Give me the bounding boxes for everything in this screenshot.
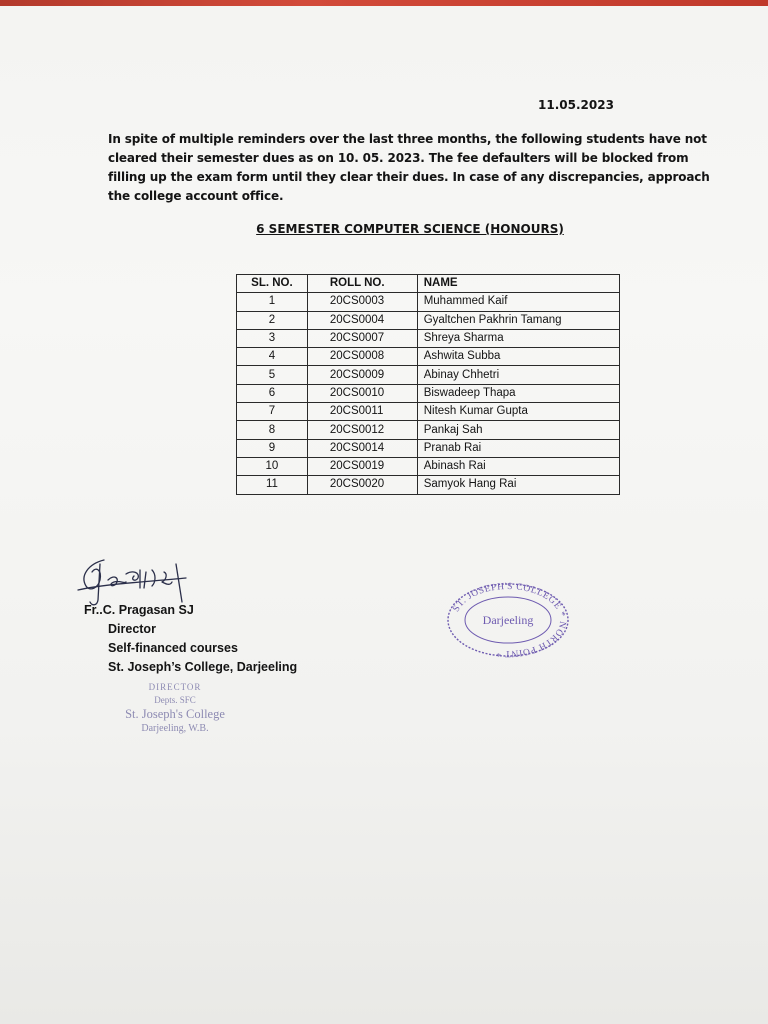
roll-no-cell: 20CS0010	[307, 384, 417, 402]
table-row	[237, 403, 620, 421]
column-header: SL. NO.	[237, 275, 308, 293]
sl-no-cell: 1	[237, 293, 308, 311]
signatory-designation: Director	[108, 622, 156, 636]
sl-no-cell: 10	[237, 457, 308, 475]
table-row	[237, 457, 620, 475]
name-cell: Muhammed Kaif	[417, 293, 619, 311]
name-cell: Biswadeep Thapa	[417, 384, 619, 402]
name-cell: Samyok Hang Rai	[417, 476, 619, 494]
column-header: NAME	[417, 275, 619, 293]
roll-no-cell: 20CS0014	[307, 439, 417, 457]
column-header: ROLL NO.	[307, 275, 417, 293]
signatory-name: Fr..C. Pragasan SJ	[84, 603, 194, 617]
name-cell: Abinay Chhetri	[417, 366, 619, 384]
sl-no-cell: 11	[237, 476, 308, 494]
table-row	[237, 348, 620, 366]
name-cell: Ashwita Subba	[417, 348, 619, 366]
sl-no-cell: 8	[237, 421, 308, 439]
defaulters-table	[236, 274, 620, 495]
sl-no-cell: 7	[237, 403, 308, 421]
name-cell: Gyaltchen Pakhrin Tamang	[417, 311, 619, 329]
table-row	[237, 311, 620, 329]
stamp-line-3: St. Joseph's College	[125, 707, 225, 721]
sl-no-cell: 2	[237, 311, 308, 329]
sl-no-cell: 3	[237, 329, 308, 347]
table-row	[237, 293, 620, 311]
sl-no-cell: 6	[237, 384, 308, 402]
signatory-block	[84, 601, 297, 677]
roll-no-cell: 20CS0020	[307, 476, 417, 494]
table-row	[237, 476, 620, 494]
roll-no-cell: 20CS0007	[307, 329, 417, 347]
name-cell: Nitesh Kumar Gupta	[417, 403, 619, 421]
signatory-institution: St. Joseph’s College, Darjeeling	[108, 660, 298, 674]
seal-center-text: Darjeeling	[482, 613, 534, 627]
roll-no-cell: 20CS0009	[307, 366, 417, 384]
rubber-stamp	[100, 681, 250, 735]
document-page	[0, 6, 768, 1024]
table-row	[237, 384, 620, 402]
roll-no-cell: 20CS0008	[307, 348, 417, 366]
table-row	[237, 439, 620, 457]
notice-paragraph: In spite of multiple reminders over the last three months, the following students have not cleared their semester dues as on 10. 05. 2023. The fee defaulters will be blocked from filling up the exam form until they clear their dues. In case of any discrepancies, approach the college account office.	[108, 132, 710, 203]
roll-no-cell: 20CS0011	[307, 403, 417, 421]
stamp-line-2: Depts. SFC	[154, 695, 196, 705]
sl-no-cell: 4	[237, 348, 308, 366]
notice-date: 11.05.2023	[538, 98, 614, 112]
name-cell: Pankaj Sah	[417, 421, 619, 439]
sl-no-cell: 5	[237, 366, 308, 384]
name-cell: Shreya Sharma	[417, 329, 619, 347]
section-heading: 6 SEMESTER COMPUTER SCIENCE (HONOURS)	[256, 222, 564, 236]
stamp-line-1: DIRECTOR	[148, 682, 202, 692]
table-row	[237, 329, 620, 347]
seal-ring-text: ST. JOSEPH'S COLLEGE * NORTH POINT *	[451, 582, 568, 658]
roll-no-cell: 20CS0019	[307, 457, 417, 475]
roll-no-cell: 20CS0004	[307, 311, 417, 329]
signatory-department: Self-financed courses	[108, 641, 238, 655]
table-row	[237, 366, 620, 384]
sl-no-cell: 9	[237, 439, 308, 457]
table-header-row	[237, 275, 620, 293]
name-cell: Pranab Rai	[417, 439, 619, 457]
stamp-line-4: Darjeeling, W.B.	[141, 723, 209, 734]
college-seal	[446, 582, 570, 658]
roll-no-cell: 20CS0003	[307, 293, 417, 311]
name-cell: Abinash Rai	[417, 457, 619, 475]
table-row	[237, 421, 620, 439]
roll-no-cell: 20CS0012	[307, 421, 417, 439]
